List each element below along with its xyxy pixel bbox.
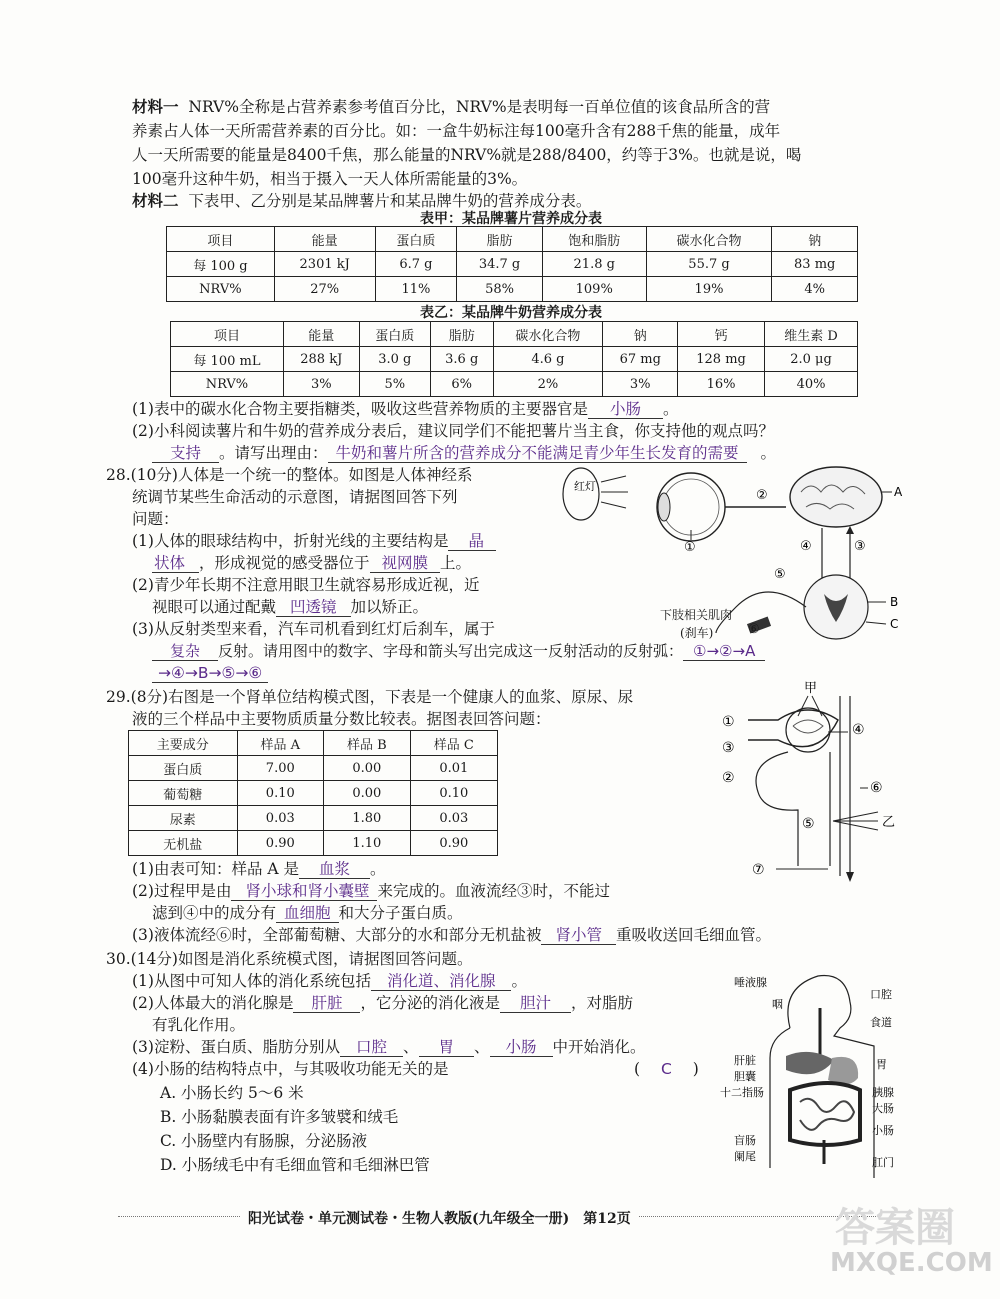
- q28-part1: [132, 530, 496, 552]
- table-cell: 钙: [678, 322, 765, 347]
- label-2: ②: [722, 770, 735, 786]
- q29-p1-answer: 血浆: [299, 860, 370, 879]
- q28-part3-line1: (3)从反射类型来看，汽车司机看到红灯后刹车，属于: [132, 620, 495, 638]
- q30-part2: [132, 992, 633, 1014]
- table-cell: 碳水化合物: [493, 322, 603, 347]
- table-cell: 0.00: [323, 756, 410, 781]
- q30-part2-line2: 有乳化作用。: [152, 1016, 246, 1034]
- table-row: [129, 781, 498, 806]
- material1-line1: [132, 96, 770, 118]
- brain-icon: [790, 467, 882, 527]
- table-cell: 0.01: [410, 756, 497, 781]
- table-row: [171, 372, 858, 397]
- table-cell: 饱和脂肪: [542, 227, 646, 252]
- q29-p2-text: (2)过程甲是由: [132, 882, 232, 900]
- table-cell: 3.0 g: [359, 347, 430, 372]
- table-cell: 1.80: [323, 806, 410, 831]
- q28-part3-line2: [152, 640, 765, 662]
- label-1: ①: [722, 714, 735, 730]
- table-cell: 0.10: [237, 781, 323, 806]
- label-liver: 肝脏: [734, 1054, 756, 1067]
- small-intestine-icon: [800, 1099, 854, 1130]
- material1-text: NRV%全称是占营养素参考值百分比，NRV%是表明每一百单位值的该食品所含的营: [188, 98, 771, 116]
- table-cell: 项目: [171, 322, 284, 347]
- table-cell: 脂肪: [430, 322, 493, 347]
- large-intestine-icon: [790, 1083, 860, 1145]
- table-cell: 0.00: [323, 781, 410, 806]
- eye-icon: [657, 473, 786, 541]
- material1-label: 材料一: [132, 97, 179, 116]
- q30-p3-answer3: 小肠: [490, 1038, 553, 1057]
- table-row: [167, 252, 858, 277]
- q28-line2: 统调节某些生命活动的示意图，请据图回答下列: [132, 488, 458, 506]
- q28-part2-line2: [152, 596, 428, 618]
- q28-p3-answer1: 复杂: [152, 642, 218, 661]
- spinal-cord-icon: [804, 575, 868, 639]
- table-cell: 蛋白质: [375, 227, 457, 252]
- table-cell: 蛋白质: [359, 322, 430, 347]
- q28-p1-mid: ，形成视觉的感受器位于: [199, 554, 370, 572]
- label-3: ③: [722, 740, 735, 756]
- material1-line4: 100毫升这种牛奶，相当于摄入一天人体所需能量的3%。: [132, 170, 528, 188]
- q29-part2b: [152, 902, 463, 924]
- q29-p2b-answer: 血细胞: [276, 904, 339, 923]
- red-light-icon: [563, 468, 628, 520]
- table-cell: 58%: [457, 277, 543, 302]
- table-cell: 67 mg: [603, 347, 678, 372]
- q27-p1-answer: 小肠: [588, 400, 663, 419]
- table-cell: 样品 B: [323, 731, 410, 756]
- table-cell: 2301 kJ: [274, 252, 375, 277]
- label-cecum: 盲肠: [734, 1134, 756, 1147]
- table-cell: 1.10: [323, 831, 410, 856]
- stomach-icon: [828, 1057, 858, 1085]
- label-7: ⑦: [752, 862, 765, 878]
- table-cell: 碳水化合物: [646, 227, 772, 252]
- nephron-diagram: [718, 676, 908, 886]
- table-cell: 7.00: [237, 756, 323, 781]
- label-5: ⑤: [802, 816, 815, 832]
- q30-p2-mid: ，它分泌的消化液是: [360, 994, 500, 1012]
- q29-p1-text: (1)由表可知：样品 A 是: [132, 860, 300, 878]
- q30-p1-text: (1)从图中可知人体的消化系统包括: [132, 972, 371, 990]
- q30-p2-answer1: 肝脏: [293, 994, 360, 1013]
- table-cell: 钠: [772, 227, 858, 252]
- table-cell: 项目: [167, 227, 275, 252]
- table-cell: 3%: [603, 372, 678, 397]
- q30-part3: [132, 1036, 646, 1058]
- q27-part2-line2: [152, 442, 776, 464]
- table-cell: 能量: [274, 227, 375, 252]
- q30-p3-answer1: 口腔: [340, 1038, 403, 1057]
- table-cell: 4.6 g: [493, 347, 603, 372]
- urine-table: [128, 730, 498, 856]
- q29-part3: [132, 924, 771, 946]
- q29-p2-answer: 肾小球和肾小囊壁: [231, 882, 377, 901]
- table-cell: 0.03: [410, 806, 497, 831]
- table-row: [171, 347, 858, 372]
- q28-line1: 28.(10分)人体是一个统一的整体。如图是人体神经系: [106, 466, 473, 484]
- q30-p3-sep: 、: [474, 1038, 490, 1056]
- table-cell: 蛋白质: [129, 756, 238, 781]
- q30-p1-answer: 消化道、消化腺: [371, 972, 512, 991]
- label-4: ④: [852, 722, 865, 738]
- q30-p1-post: 。: [511, 972, 527, 990]
- label-stomach: 胃: [876, 1058, 887, 1071]
- label-salivary-gland: 唾液腺: [734, 976, 767, 989]
- table-cell: 主要成分: [129, 731, 238, 756]
- label-6: ⑥: [870, 780, 883, 796]
- label-jia: 甲: [804, 681, 818, 696]
- q27-p1-post: 。: [662, 400, 679, 418]
- material2-label: 材料二: [132, 191, 179, 210]
- table-cell: 维生素 D: [765, 322, 858, 347]
- q28-p1-post: 上。: [440, 554, 472, 572]
- q29-line2: 液的三个样品中主要物质质量分数比较表。据图表回答问题：: [132, 710, 551, 728]
- table-cell: 109%: [542, 277, 646, 302]
- red-light-label: 红灯: [574, 480, 596, 493]
- q29-line1: 29.(8分)右图是一个肾单位结构模式图，下表是一个健康人的血浆、原尿、尿: [106, 688, 634, 706]
- label-esophagus: 食道: [870, 1016, 892, 1029]
- q30-p4-paren: ): [692, 1060, 699, 1078]
- label-5: ⑤: [774, 567, 786, 582]
- q30-p3-answer2: 胃: [419, 1038, 475, 1057]
- q29-p3-text: (3)液体流经⑥时，全部葡萄糖、大部分的水和部分无机盐被: [132, 926, 542, 944]
- table-cell: 3.6 g: [430, 347, 493, 372]
- label-gallbladder: 胆囊: [734, 1070, 756, 1083]
- q28-p2-post: 加以矫正。: [350, 598, 429, 616]
- table-cell: 尿素: [129, 806, 238, 831]
- q29-p2b-text: 滤到④中的成分有: [152, 904, 277, 922]
- q30-option-d: D. 小肠绒毛中有毛细血管和毛细淋巴管: [160, 1156, 430, 1174]
- label-A: A: [894, 485, 903, 499]
- label-anus: 肛门: [872, 1156, 894, 1169]
- q30-p2-post: ，对脂肪: [571, 994, 634, 1012]
- label-1: ①: [684, 540, 696, 555]
- table-cell: 2%: [493, 372, 603, 397]
- q28-p1-answer-b: 状体: [152, 554, 199, 573]
- q28-part2-line1: (2)青少年长期不注意用眼卫生就容易形成近视，近: [132, 576, 480, 594]
- table-cell: 钠: [603, 322, 678, 347]
- table-cell: 55.7 g: [646, 252, 772, 277]
- q30-option-a: A. 小肠长约 5～6 米: [160, 1084, 304, 1102]
- q27-part2-line1: (2)小科阅读薯片和牛奶的营养成分表后，建议同学们不能把薯片当主食，你支持他的观点吗？: [132, 422, 774, 440]
- label-yi: 乙: [882, 815, 896, 830]
- label-duodenum: 十二指肠: [720, 1086, 764, 1099]
- muscle-label-2: (刹车): [680, 626, 714, 640]
- q27-p2-answer2: 牛奶和薯片所含的营养成分不能满足青少年生长发育的需要: [328, 444, 747, 463]
- table-b-caption: 表乙：某品牌牛奶营养成分表: [420, 305, 602, 321]
- digestive-system-diagram: [720, 968, 910, 1178]
- table-a-caption: 表甲：某品牌薯片营养成分表: [420, 211, 602, 227]
- table-cell: 无机盐: [129, 831, 238, 856]
- table-row: [129, 756, 498, 781]
- table-cell: 葡萄糖: [129, 781, 238, 806]
- table-cell: 能量: [283, 322, 359, 347]
- q30-p2-text: (2)人体最大的消化腺是: [132, 994, 294, 1012]
- q28-part3-line3: [152, 662, 268, 684]
- table-cell: 0.90: [410, 831, 497, 856]
- material1-line2: 养素占人体一天所需营养素的百分比。如：一盒牛奶标注每100毫升含有288千焦的能量，成年: [132, 122, 781, 140]
- q28-p3-answer2a: ①→②→A: [683, 642, 765, 661]
- label-pancreas: 胰腺: [872, 1086, 894, 1099]
- table-row: [129, 806, 498, 831]
- table-cell: 4%: [772, 277, 858, 302]
- q28-p3-mid: 反射。请用图中的数字、字母和箭头写出完成这一反射活动的反射弧：: [218, 642, 684, 660]
- q28-p2-answer: 凹透镜: [276, 598, 351, 617]
- table-cell: 样品 C: [410, 731, 497, 756]
- label-small-intestine: 小肠: [872, 1124, 894, 1137]
- q30-p3-sep: 、: [402, 1038, 419, 1056]
- liver-icon: [786, 1052, 834, 1074]
- material2-text: 下表甲、乙分别是某品牌薯片和某品牌牛奶的营养成分表。: [188, 192, 592, 210]
- table-cell: 21.8 g: [542, 252, 646, 277]
- label-large-intestine: 大肠: [872, 1102, 894, 1115]
- q30-p3-post: 中开始消化。: [552, 1038, 646, 1056]
- q30-option-b: B. 小肠黏膜表面有许多皱襞和绒毛: [160, 1108, 399, 1126]
- table-cell: 11%: [375, 277, 457, 302]
- label-2: ②: [756, 488, 768, 503]
- table-cell: 27%: [274, 277, 375, 302]
- table-cell: 128 mg: [678, 347, 765, 372]
- watermark-logo: 答案圈: [835, 1205, 955, 1251]
- q30-p4-paren: (: [634, 1060, 641, 1078]
- table-cell: 0.10: [410, 781, 497, 806]
- table-cell: 每 100 g: [167, 252, 275, 277]
- q29-p2b-post: 和大分子蛋白质。: [338, 904, 463, 922]
- q30-line1: 30.(14分)如图是消化系统模式图，请据图回答问题。: [106, 950, 473, 968]
- table-cell: 6%: [430, 372, 493, 397]
- table-cell: 0.03: [237, 806, 323, 831]
- table-cell: 288 kJ: [283, 347, 359, 372]
- label-6: ⑥: [748, 622, 760, 637]
- body-outline-icon: [770, 976, 874, 1178]
- table-cell: 每 100 mL: [171, 347, 284, 372]
- q29-p3-answer: 肾小管: [541, 926, 616, 945]
- q28-p3-answer2b: →④→B→⑤→⑥: [152, 664, 268, 683]
- table-cell: 2.0 μg: [765, 347, 858, 372]
- label-C: C: [890, 617, 899, 631]
- table-b: [170, 321, 858, 397]
- table-b-header: [171, 322, 858, 347]
- label-pharynx: 咽: [772, 998, 783, 1011]
- table-cell: NRV%: [171, 372, 284, 397]
- table-row: [129, 831, 498, 856]
- q30-option-c: C. 小肠壁内有肠腺，分泌肠液: [160, 1132, 368, 1150]
- urine-table-header: [129, 731, 498, 756]
- watermark-url: MXQE.COM: [830, 1248, 993, 1278]
- q30-part1: [132, 970, 527, 992]
- table-cell: 40%: [765, 372, 858, 397]
- q27-p1-text: (1)表中的碳水化合物主要指糖类，吸收这些营养物质的主要器官是: [132, 400, 588, 418]
- table-row: [167, 277, 858, 302]
- q28-part1-b: [152, 552, 471, 574]
- q28-line3: 问题：: [132, 510, 179, 528]
- table-cell: 6.7 g: [375, 252, 457, 277]
- q29-p1-post: 。: [370, 860, 386, 878]
- q27-p2-post: 。: [760, 444, 777, 462]
- table-cell: 19%: [646, 277, 772, 302]
- q29-part1: [132, 858, 386, 880]
- label-mouth: 口腔: [870, 988, 892, 1001]
- footer-text: 阳光试卷・单元测试卷・生物人教版(九年级全一册) 第12页: [240, 1208, 639, 1228]
- q30-p4-answer: C: [661, 1060, 672, 1078]
- table-cell: NRV%: [167, 277, 275, 302]
- q29-part2: [132, 880, 610, 902]
- q30-p2-answer2: 胆汁: [500, 994, 571, 1013]
- table-cell: 0.90: [237, 831, 323, 856]
- q30-p3-text: (3)淀粉、蛋白质、脂肪分别从: [132, 1038, 340, 1056]
- label-4: ④: [800, 539, 812, 554]
- label-B: B: [890, 595, 899, 609]
- q30-p4-answer-box: [634, 1058, 699, 1080]
- q29-p2-post: 来完成的。血液流经③时，不能过: [377, 882, 610, 900]
- table-cell: 样品 A: [237, 731, 323, 756]
- q29-p3-post: 重吸收送回毛细血管。: [615, 926, 771, 944]
- q28-p1-text: (1)人体的眼球结构中，折射光线的主要结构是: [132, 532, 449, 550]
- table-cell: 16%: [678, 372, 765, 397]
- table-cell: 脂肪: [457, 227, 543, 252]
- label-appendix: 阑尾: [734, 1150, 756, 1163]
- muscle-label: 下肢相关肌肉: [660, 608, 733, 622]
- q27-p2-answer1: 支持: [152, 444, 219, 463]
- glomerulus-icon: [748, 708, 838, 752]
- material1-line3: 人一天所需要的能量是8400千焦，那么能量的NRV%就是288/8400，约等于3%。也就是说，喝: [132, 146, 802, 164]
- q27-part1: [132, 398, 679, 420]
- q30-part4: (4)小肠的结构特点中，与其吸收功能无关的是: [132, 1060, 449, 1078]
- table-a-header: [167, 227, 858, 252]
- q27-p2-mid: 。请写出理由：: [219, 444, 328, 462]
- label-3: ③: [854, 539, 866, 554]
- table-cell: 3%: [283, 372, 359, 397]
- q28-p1-answer-a: 晶: [448, 532, 496, 551]
- q28-p1-answer2: 视网膜: [370, 554, 441, 573]
- table-cell: 5%: [359, 372, 430, 397]
- table-cell: 83 mg: [772, 252, 858, 277]
- table-cell: 34.7 g: [457, 252, 543, 277]
- table-a: [166, 226, 858, 302]
- q28-p2-text: 视眼可以通过配戴: [152, 598, 277, 616]
